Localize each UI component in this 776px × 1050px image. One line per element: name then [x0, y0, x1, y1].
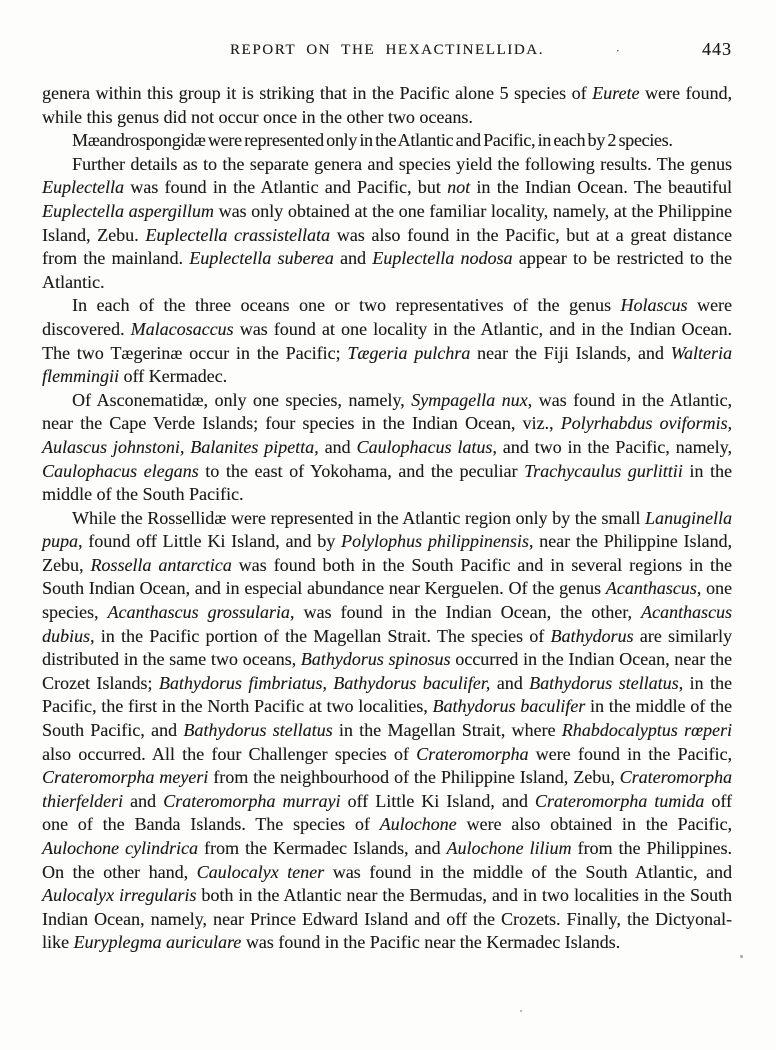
- text-run: , found off Little Ki Island, and by: [78, 531, 342, 552]
- text-run: was found in the Atlantic and Pacific, but: [123, 177, 448, 198]
- text-run: In each of the three oceans one or two representatives of the genus: [72, 295, 621, 316]
- text-run: to the east of Yokohama, and the peculiar: [198, 460, 525, 481]
- species-name: Crateromorpha: [416, 743, 529, 764]
- text-run: Mæandrospongidæ were represented only in the Atlantic and Pacific, in each by 2 species.: [72, 130, 673, 151]
- text-run: and: [333, 248, 373, 269]
- text-run: were found, while this genus did not occur once in the other two oceans.: [42, 83, 733, 127]
- text-run: , in the Pacific, the first in the North Pacific at two localities,: [42, 672, 733, 717]
- scan-speck: [740, 955, 743, 958]
- species-name: Caulocalyx tener: [196, 861, 325, 882]
- species-name: Malacosaccus: [130, 318, 234, 339]
- scan-speck: [520, 1010, 522, 1012]
- species-name: Aulochone: [379, 814, 457, 835]
- text-run: also occurred. All the four Challenger species of: [42, 743, 417, 764]
- page-number: 443: [702, 39, 732, 59]
- text-run: genera within this group it is striking that in the Pacific alone 5 species of: [42, 83, 593, 103]
- paragraph: [42, 294, 732, 388]
- species-name: Bathydorus stellatus: [529, 672, 679, 693]
- text-run: off Little Ki Island, and: [340, 790, 535, 811]
- species-name: Tægeria pulchra: [347, 342, 471, 363]
- species-name: Polylophus philippinensis: [341, 531, 529, 552]
- text-run: from the Philippines. On the other hand,: [42, 838, 732, 882]
- species-name: Walteria flemmingii: [42, 342, 733, 387]
- species-name: Caulophacus elegans: [42, 460, 199, 481]
- text-run: , and two in the Pacific, namely,: [492, 436, 732, 457]
- species-name: Crateromorpha tumida: [534, 790, 705, 811]
- text-run: , one species,: [42, 578, 732, 623]
- paragraph: [42, 507, 732, 955]
- species-name: Bathydorus baculifer: [432, 696, 586, 717]
- text-run: , was found in the Atlantic, near the Cape Verde Islands; four species in the Indian Ocean, viz.,: [42, 389, 733, 434]
- species-name: Euplectella nodosa: [372, 248, 513, 269]
- species-name: Rhabdocalyptus rœperi: [561, 720, 733, 741]
- species-name: Crateromorpha meyeri: [42, 767, 209, 788]
- text-run: was only obtained at the one familiar locality, namely, at the Philippine Island, Zebu.: [42, 200, 732, 245]
- species-name: Bathydorus fimbriatus, Bathydorus baculifer,: [158, 672, 491, 693]
- paragraph: [42, 389, 732, 507]
- paragraph: [42, 129, 732, 153]
- text-run: Of Asconematidæ, only one species, namely,: [72, 389, 412, 410]
- text-run: from the Kermadec Islands, and: [197, 838, 447, 858]
- text-run: , in the Pacific portion of the Magellan Strait. The species of: [90, 625, 551, 646]
- species-name: Crateromorpha murrayi: [163, 790, 341, 811]
- species-name: Polyrhabdus oviformis, Aulascus johnstoni, Balanites pipetta,: [42, 413, 732, 457]
- text-run: While the Rossellidæ were represented in the Atlantic region only by the small: [72, 507, 645, 528]
- text-run: was found in the Pacific near the Kermadec Islands.: [241, 932, 621, 953]
- text-run: was found both in the South Pacific and in several regions in the South Indian Ocean, and in especial abundance near Kerguelen. Of the genus: [42, 554, 733, 599]
- text-run: near the Fiji Islands, and: [470, 342, 671, 363]
- text-run: are similarly distributed in the same two oceans,: [42, 625, 732, 670]
- page-body: [42, 82, 732, 955]
- text-run: was found at one locality in the Atlantic, and in the Indian Ocean. The two Tægerinæ occur in the Pacific;: [42, 318, 732, 363]
- text-run: and: [318, 436, 357, 457]
- text-run: off one of the Banda Islands. The species of: [42, 790, 732, 835]
- text-run: were also obtained in the Pacific,: [456, 814, 732, 835]
- species-name: Aulochone cylindrica: [42, 838, 198, 858]
- species-name: Bathydorus stellatus: [183, 720, 333, 741]
- species-name: Euplectella crassistellata: [145, 224, 331, 245]
- text-run: , was found in the Indian Ocean, the other,: [289, 602, 642, 623]
- species-name: Rossella antarctica: [90, 554, 232, 575]
- species-name: Bathydorus: [550, 625, 634, 646]
- species-name: Aulochone lilium: [446, 838, 572, 858]
- text-run: were found in the Pacific,: [528, 743, 732, 764]
- text-run: in the middle of the South Pacific, and: [42, 696, 733, 741]
- species-name: Aulocalyx irregularis: [42, 885, 197, 906]
- species-name: Euryplegma auriculare: [73, 932, 242, 953]
- text-run: from the neighbourhood of the Philippine Island, Zebu,: [208, 767, 620, 788]
- text-run: and: [122, 790, 164, 811]
- text-run: in the middle of the South Pacific.: [42, 460, 732, 505]
- text-run: in the Indian Ocean. The beautiful: [470, 177, 733, 198]
- text-run: was found in the middle of the South Atlantic, and: [324, 861, 733, 882]
- text-run: in the Magellan Strait, where: [332, 720, 562, 741]
- header-dot: ·: [615, 43, 620, 58]
- species-name: Euplectella aspergillum: [42, 200, 214, 221]
- text-run: both in the Atlantic near the Bermudas, and in two localities in the South Indian Ocean, namely, near Prince Edward Island and off the Crozets. Finally, the Dictyonal-like: [42, 885, 732, 953]
- species-name: Euplectella: [42, 177, 124, 198]
- species-name: Holascus: [620, 295, 688, 316]
- text-run: , near the Philippine Island, Zebu,: [42, 531, 732, 575]
- page-title: REPORT ON THE HEXACTINELLIDA.: [229, 42, 545, 58]
- species-name: not: [447, 177, 471, 198]
- species-name: Caulophacus latus: [356, 436, 493, 457]
- running-head: [42, 39, 732, 64]
- text-run: was also found in the Pacific, but at a great distance from the mainland.: [42, 224, 732, 269]
- species-name: Trachycaulus gurlittii: [524, 460, 683, 481]
- species-name: Crateromorpha thierfelderi: [42, 767, 732, 811]
- paragraph: [42, 153, 732, 295]
- species-name: Bathydorus spinosus: [300, 649, 451, 670]
- species-name: Acanthascus: [605, 578, 697, 599]
- species-name: Acanthascus grossularia: [107, 602, 290, 623]
- paragraph: [42, 82, 732, 129]
- text-run: and: [490, 672, 530, 693]
- text-run: Further details as to the separate genera and species yield the following results. The genus: [72, 153, 732, 174]
- species-name: Sympagella nux: [411, 389, 528, 410]
- text-run: appear to be restricted to the Atlantic.: [42, 248, 732, 292]
- species-name: Lanuginella pupa: [42, 507, 732, 552]
- species-name: Eurete: [592, 83, 640, 103]
- text-run: off Kermadec.: [119, 366, 228, 387]
- species-name: Acanthascus dubius: [42, 602, 732, 646]
- text-run: occurred in the Indian Ocean, near the Crozet Islands;: [42, 649, 732, 693]
- species-name: Euplectella suberea: [189, 248, 334, 269]
- text-run: were discovered.: [42, 295, 732, 339]
